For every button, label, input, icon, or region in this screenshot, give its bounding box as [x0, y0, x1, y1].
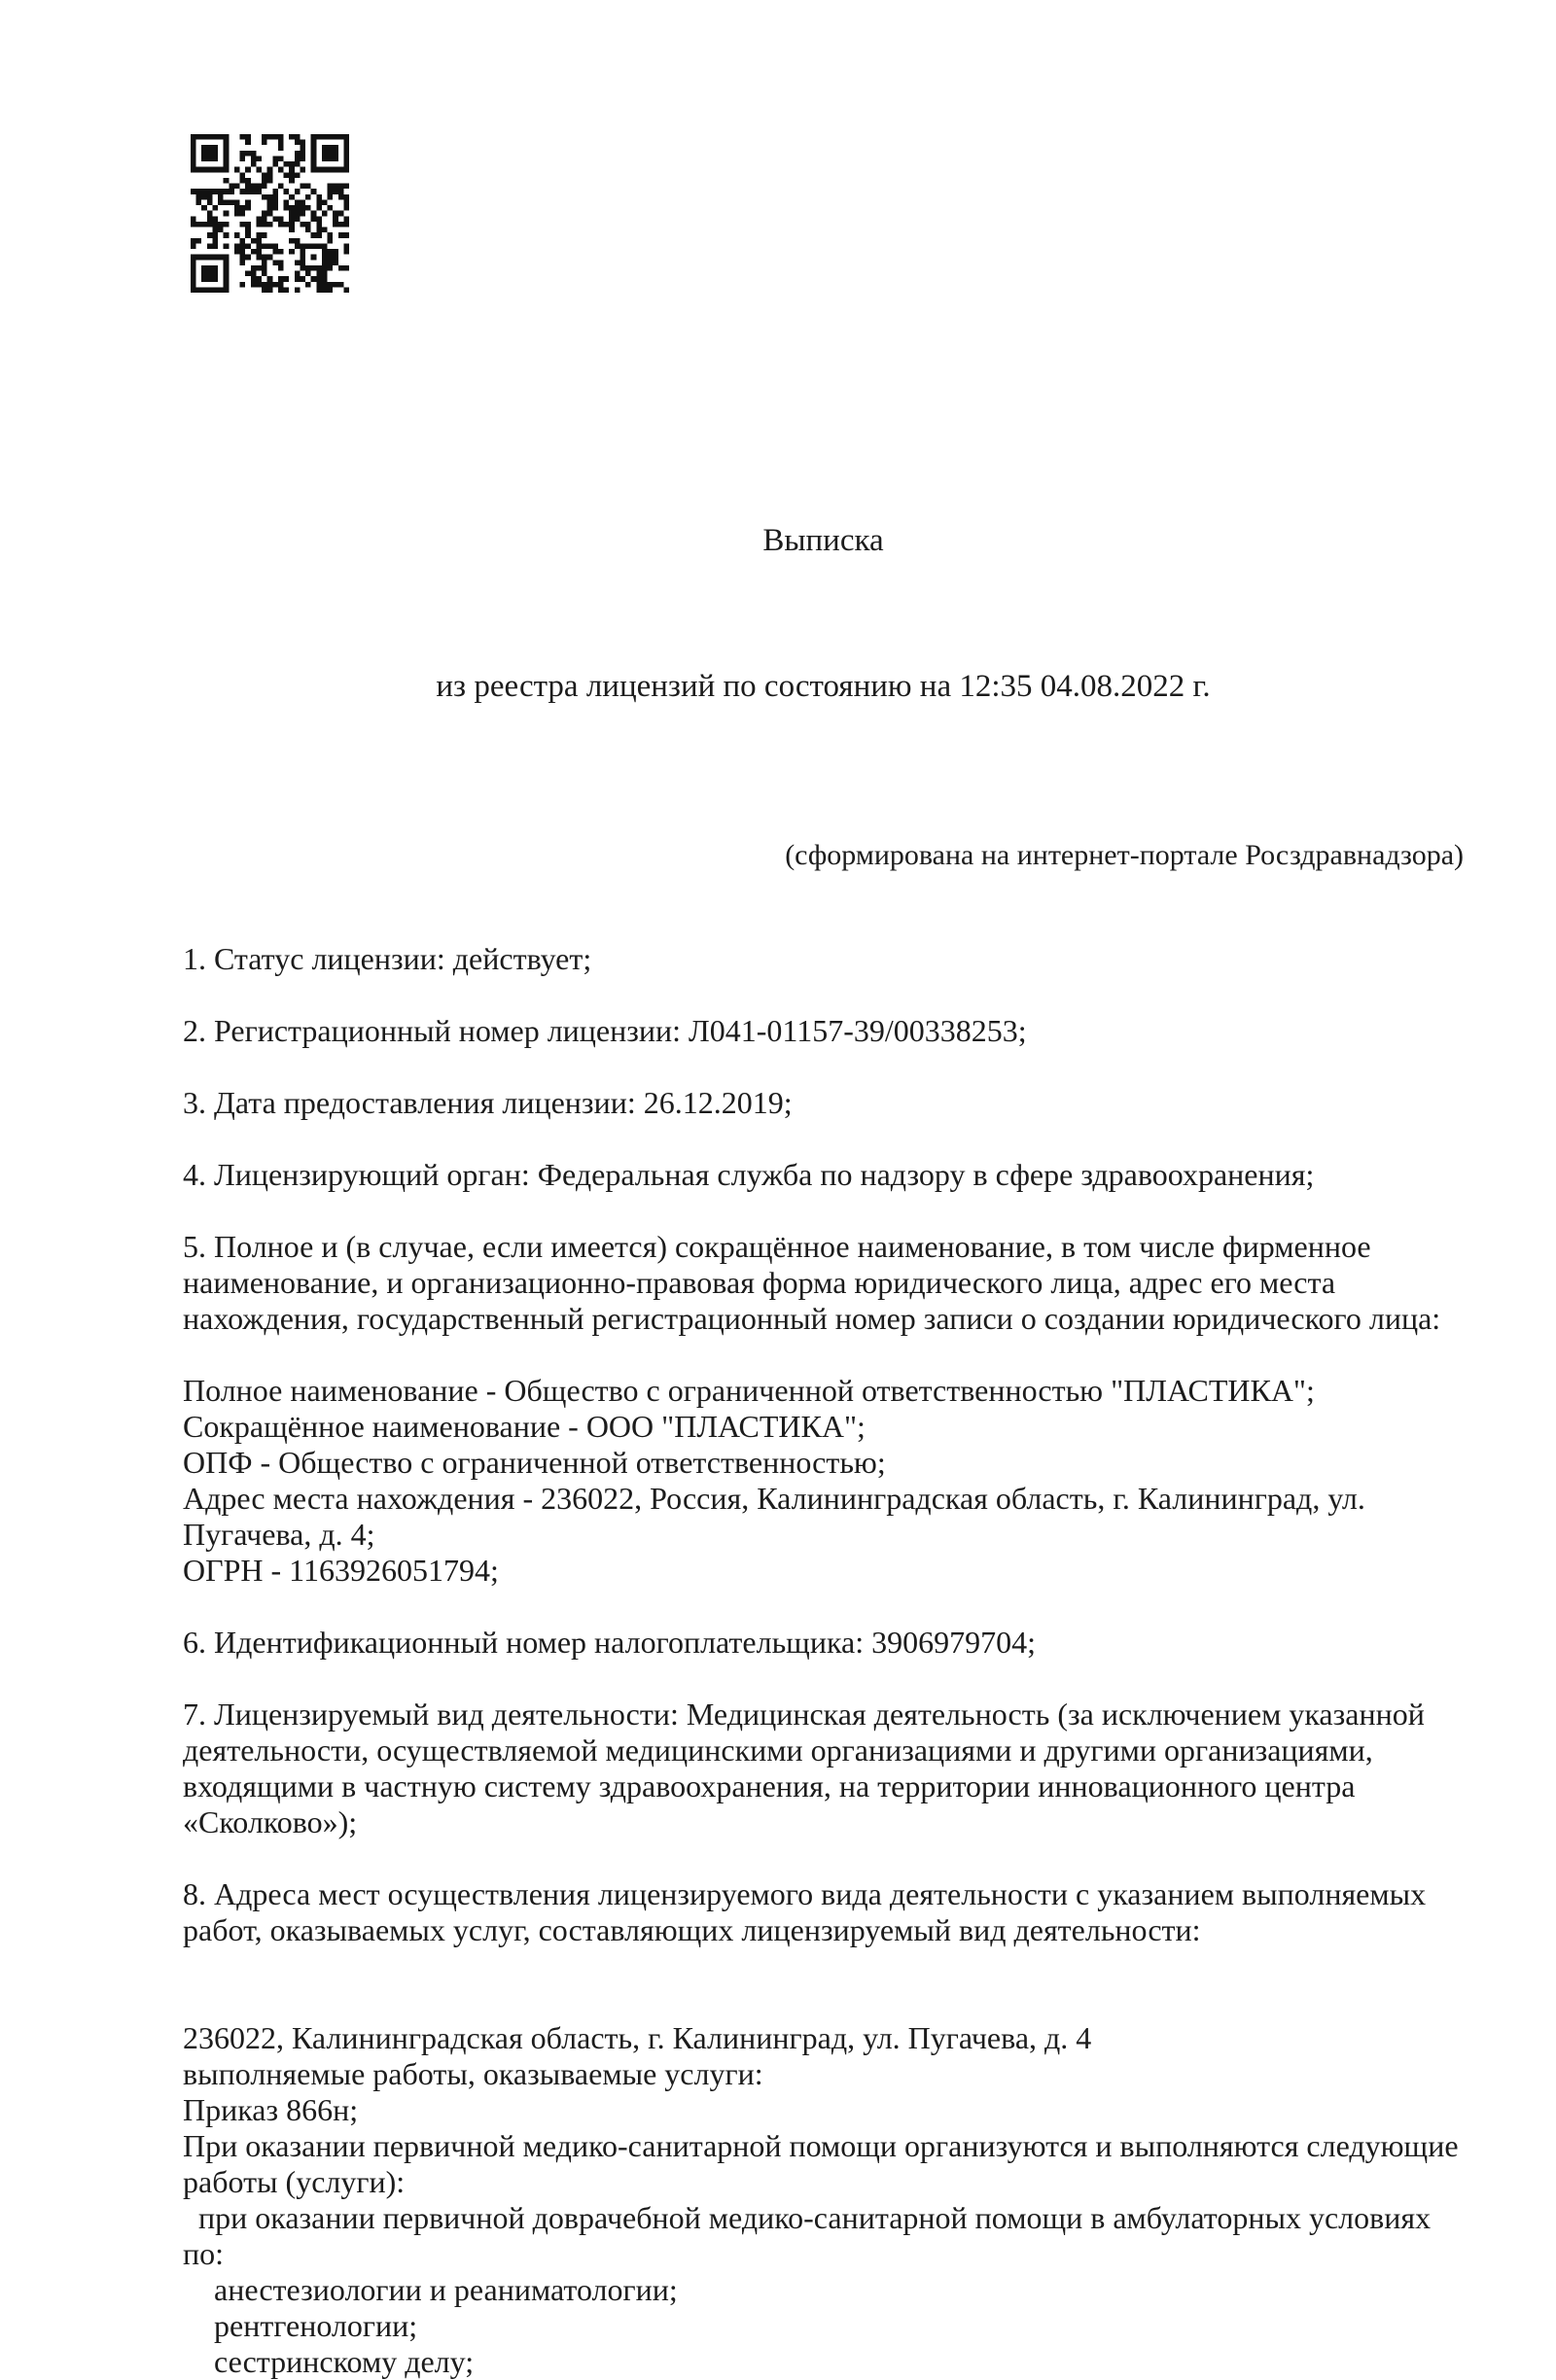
text-line: сестринскому делу; [183, 2344, 475, 2379]
organization-heading-paragraph: 5. Полное и (в случае, если имеется) сокращённое наименование, в том числе фирменное наименование, и организационно-правовая форма юридического лица, адрес его места нахождения, государственный регистрационный номер записи о создании юридического лица: [183, 1229, 1441, 1336]
text-line: при оказании первичной доврачебной медико-санитарной помощи в амбулаторных условиях по: [183, 2200, 1439, 2271]
generation-note: (сформирована на интернет-портале Росздравнадзора) [785, 839, 1464, 871]
text-line: выполняемые работы, оказываемые услуги: [183, 2056, 763, 2091]
text-line: Сокращённое наименование - ООО "ПЛАСТИКА"; [183, 1409, 866, 1444]
document-body [183, 941, 1467, 2380]
status-paragraph: 1. Статус лицензии: действует; [183, 941, 592, 976]
qr-code-icon [191, 134, 349, 293]
grant-date-paragraph: 3. Дата предоставления лицензии: 26.12.2019; [183, 1085, 793, 1120]
text-line: ОПФ - Общество с ограниченной ответственностью; [183, 1445, 886, 1480]
registration-number-paragraph: 2. Регистрационный номер лицензии: Л041-01157-39/00338253; [183, 1013, 1027, 1048]
document-subtitle: из реестра лицензий по состоянию на 12:35 04.08.2022 г. [436, 669, 1211, 704]
document-title: Выписка [762, 523, 884, 558]
organization-details [183, 1373, 1464, 1589]
text-line: рентгенологии; [183, 2308, 418, 2343]
qr-code [191, 134, 349, 293]
text-line: Приказ 866н; [183, 2092, 359, 2127]
text-line: 236022, Калининградская область, г. Калининград, ул. Пугачева, д. 4 [183, 2020, 1092, 2055]
licensing-authority-paragraph: 4. Лицензирующий орган: Федеральная служба по надзору в сфере здравоохранения; [183, 1157, 1315, 1192]
addresses-heading-paragraph: 8. Адреса мест осуществления лицензируемого вида деятельности с указанием выполняемых работ, оказываемых услуг, составляющих лицензируемый вид деятельности: [183, 1876, 1434, 1947]
inn-paragraph: 6. Идентификационный номер налогоплательщика: 3906979704; [183, 1625, 1036, 1660]
address-works-list [183, 2020, 1467, 2380]
text-line: При оказании первичной медико-санитарной помощи организуются и выполняются следующие работы (услуги): [183, 2128, 1467, 2199]
text-line: ОГРН - 1163926051794; [183, 1553, 499, 1588]
activity-type-paragraph: 7. Лицензируемый вид деятельности: Медицинская деятельность (за исключением указанной деятельности, осуществляемой медицинскими организациями и другими организациями, входящими в частную систему здравоохранения, на территории инновационного центра «Сколково»); [183, 1697, 1432, 1839]
title-block [183, 419, 1464, 808]
text-line: Полное наименование - Общество с ограниченной ответственностью "ПЛАСТИКА"; [183, 1373, 1315, 1408]
text-line: Адрес места нахождения - 236022, Россия, Калининградская область, г. Калининград, ул. Пугачева, д. 4; [183, 1481, 1373, 1552]
text-line: анестезиологии и реаниматологии; [183, 2272, 678, 2307]
